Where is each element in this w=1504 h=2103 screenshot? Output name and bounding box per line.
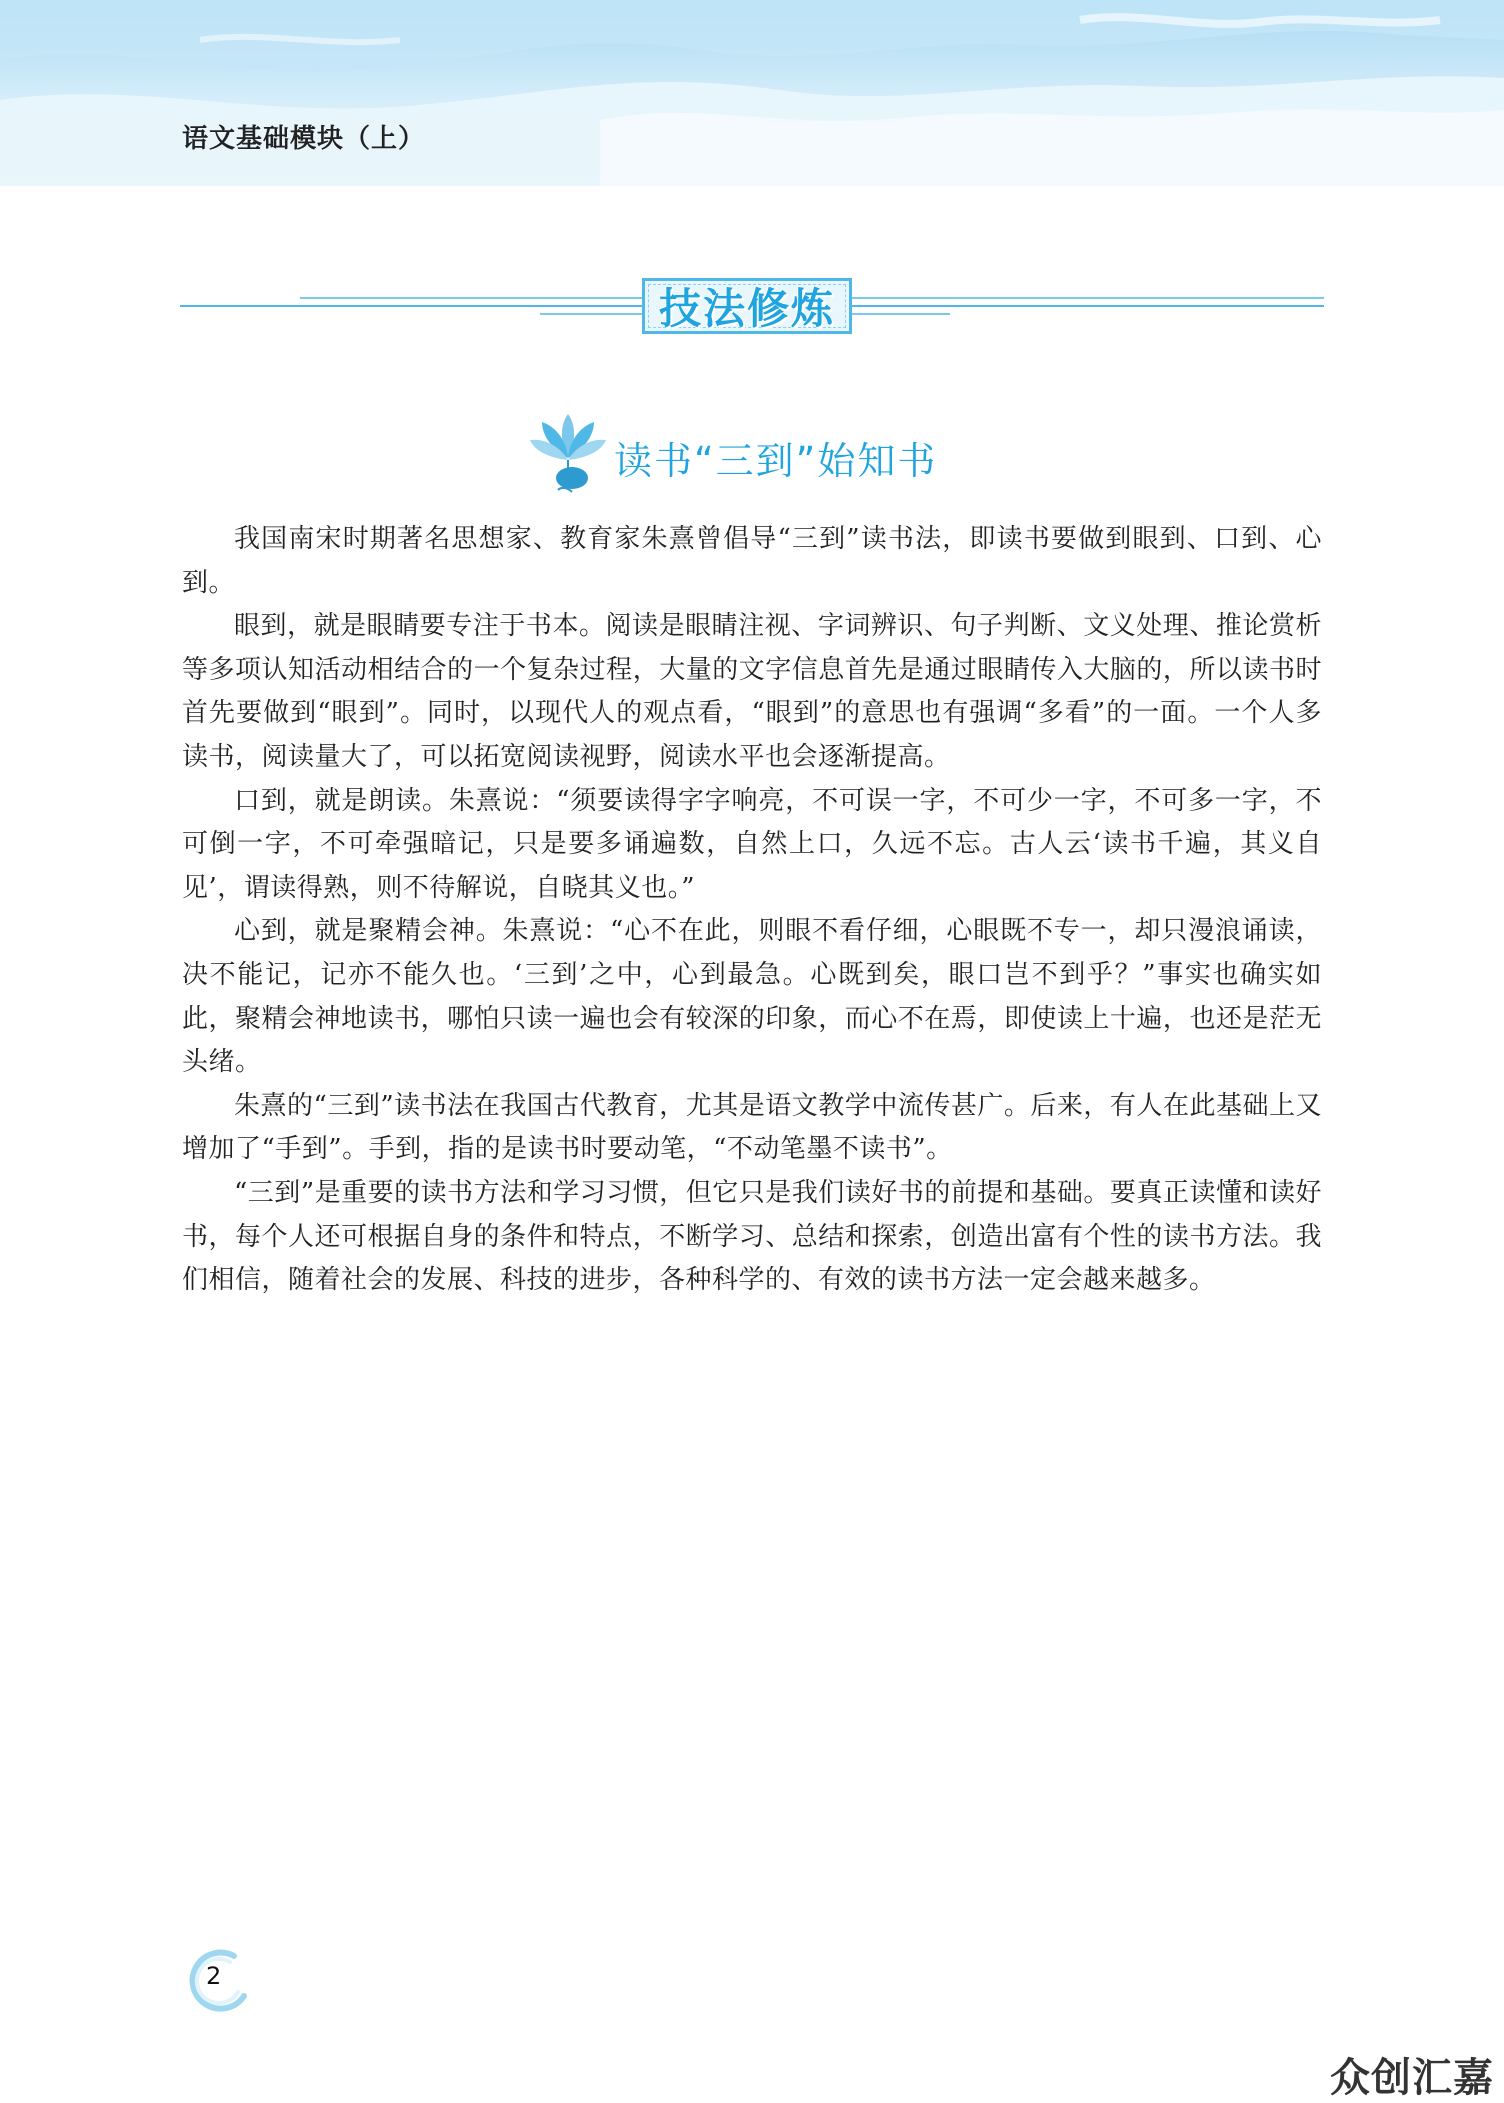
paragraph: “三到”是重要的读书方法和学习习惯，但它只是我们读好书的前提和基础。要真正读懂和读好书，每个人还可根据自身的条件和特点，不断学习、总结和探索，创造出富有个性的读书方法。我们相信，随着社会的发展、科技的进步，各种科学的、有效的读书方法一定会越来越多。 bbox=[182, 1177, 1322, 1296]
header-sky-illustration bbox=[0, 0, 1504, 186]
paragraph: 我国南宋时期著名思想家、教育家朱熹曾倡导“三到”读书法，即读书要做到眼到、口到、心到。 bbox=[182, 524, 1322, 598]
paragraph: 眼到，就是眼睛要专注于书本。阅读是眼睛注视、字词辨识、句子判断、文义处理、推论赏析等多项认知活动相结合的一个复杂过程，大量的文字信息首先是通过眼睛传入大脑的，所以读书时首先要做到“眼到”。同时，以现代人的观点看，“眼到”的意思也有强调“多看”的一面。一个人多读书，阅读量大了，可以拓宽阅读视野，阅读水平也会逐渐提高。 bbox=[182, 611, 1322, 772]
paragraph: 口到，就是朗读。朱熹说：“须要读得字字响亮，不可误一字，不可少一字，不可多一字，不可倒一字，不可牵强暗记，只是要多诵遍数，自然上口，久远不忘。古人云‘读书千遍，其义自见’，谓读得熟，则不待解说，自晓其义也。” bbox=[182, 785, 1322, 903]
section-banner-box bbox=[642, 278, 852, 334]
page-number-badge bbox=[184, 1944, 254, 2014]
article-title: 读书“三到”始知书 bbox=[614, 439, 938, 483]
article-heading bbox=[528, 408, 1008, 498]
section-banner-label: 技法修炼 bbox=[658, 284, 835, 333]
header-title: 语文基础模块（上） bbox=[182, 124, 426, 154]
header-band bbox=[0, 0, 1504, 186]
paragraph: 心到，就是聚精会神。朱熹说：“心不在此，则眼不看仔细，心眼既不专一，却只漫浪诵读，决不能记，记亦不能久也。‘三到’之中，心到最急。心既到矣，眼口岂不到乎？”事实也确实如此，聚精会神地读书，哪怕只读一遍也会有较深的印象，而心不在焉，即使读上十遍，也还是茫无头绪。 bbox=[182, 916, 1322, 1078]
article-body bbox=[182, 518, 1322, 1303]
page-number: 2 bbox=[206, 1962, 222, 1990]
paragraph: 朱熹的“三到”读书法在我国古代教育，尤其是语文教学中流传甚广。后来，有人在此基础上又增加了“手到”。手到，指的是读书时要动笔，“不动笔墨不读书”。 bbox=[182, 1090, 1322, 1165]
lotus-flower-icon bbox=[528, 408, 608, 498]
section-banner bbox=[180, 274, 1324, 338]
watermark-text: 众创汇嘉 bbox=[1330, 2055, 1494, 2101]
